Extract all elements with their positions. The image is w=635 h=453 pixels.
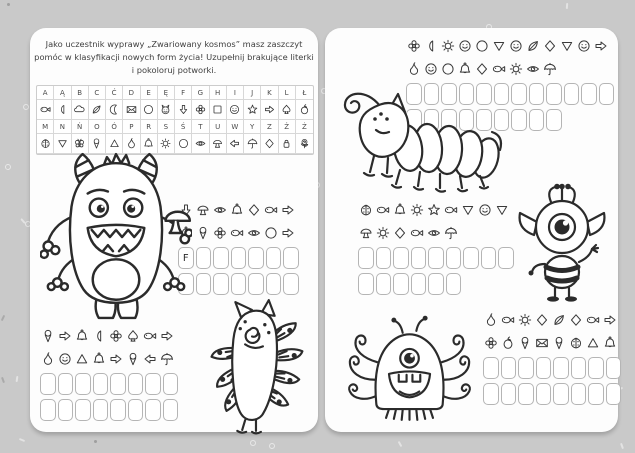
mushroom-icon <box>195 202 211 218</box>
envelope-icon <box>123 100 140 120</box>
diamond-icon <box>542 38 558 54</box>
answer-box[interactable] <box>564 83 580 105</box>
cipher-letter: H <box>210 86 227 100</box>
cipher-letter: P <box>123 120 140 134</box>
leaf-icon <box>525 38 541 54</box>
answer-box[interactable] <box>606 383 622 405</box>
answer-box[interactable] <box>376 273 392 295</box>
eye-icon <box>525 61 541 77</box>
ice-cream-icon <box>551 335 567 351</box>
confetti-mark <box>5 164 12 171</box>
instructions-line: i pokoloruj potworki. <box>131 65 217 75</box>
answer-row <box>483 383 623 405</box>
cipher-letter: Y <box>244 120 261 134</box>
puzzle-1 <box>178 201 304 299</box>
answer-box[interactable] <box>446 247 462 269</box>
answer-box[interactable] <box>196 273 212 295</box>
confetti-mark <box>1 377 5 383</box>
answer-box[interactable] <box>213 273 229 295</box>
answer-box[interactable] <box>283 273 299 295</box>
cipher-key-table <box>36 85 314 155</box>
instructions-line: pomóc w klasyfikacji nowych form życia! Uzupełnij brakujące literki <box>34 52 314 62</box>
half-circle-icon <box>54 100 71 120</box>
flower-icon <box>212 225 228 241</box>
confetti-mark <box>19 438 25 442</box>
fish-icon <box>585 312 601 328</box>
answer-box[interactable] <box>163 373 179 395</box>
cipher-letter: N <box>54 120 71 134</box>
answer-box[interactable] <box>588 383 604 405</box>
cipher-letter: Z <box>261 120 278 134</box>
spade-icon <box>125 328 141 344</box>
triangle-down-icon <box>559 38 575 54</box>
answer-box[interactable] <box>40 399 56 421</box>
confetti-mark <box>16 376 19 382</box>
mushroom-icon <box>210 134 227 154</box>
symbol-sequence <box>178 224 304 242</box>
cat-face-icon <box>158 100 175 120</box>
answer-box[interactable] <box>529 83 545 105</box>
triangle-up-icon <box>74 351 90 367</box>
answer-box[interactable] <box>501 357 517 379</box>
diamond-icon <box>474 61 490 77</box>
circle-icon <box>474 38 490 54</box>
diamond-icon <box>568 312 584 328</box>
cyclops-bee-monster <box>517 182 607 304</box>
answer-box[interactable] <box>231 247 247 269</box>
symbol-sequence <box>406 60 616 78</box>
answer-row <box>358 273 516 295</box>
smiley-icon <box>508 38 524 54</box>
cipher-letter: U <box>210 120 227 134</box>
answer-box[interactable] <box>110 373 126 395</box>
umbrella-icon <box>443 225 459 241</box>
right-arrow-icon <box>261 100 278 120</box>
answer-box[interactable] <box>376 247 392 269</box>
answer-row <box>358 247 516 269</box>
fish-icon <box>491 61 507 77</box>
answer-row <box>40 373 184 395</box>
answer-box[interactable] <box>411 247 427 269</box>
right-arrow-icon <box>602 312 618 328</box>
answer-box[interactable] <box>283 247 299 269</box>
cipher-letter: C <box>89 86 106 100</box>
right-arrow-icon <box>57 328 73 344</box>
puzzle-4 <box>358 201 516 299</box>
smiley-icon <box>423 61 439 77</box>
apple-icon <box>296 100 313 120</box>
umbrella-icon <box>159 351 175 367</box>
answer-box[interactable] <box>110 399 126 421</box>
symbol-sequence <box>483 334 623 352</box>
right-arrow-icon <box>593 38 609 54</box>
cipher-letter: R <box>141 120 158 134</box>
pear-icon <box>406 61 422 77</box>
cipher-letter: I <box>227 86 244 100</box>
answer-box[interactable] <box>483 383 499 405</box>
smiley-icon <box>576 38 592 54</box>
fish-icon <box>229 225 245 241</box>
answer-box[interactable] <box>40 373 56 395</box>
triangle-down-icon <box>491 38 507 54</box>
answer-row <box>40 399 184 421</box>
down-arrow-icon <box>175 100 192 120</box>
cipher-letter: S <box>158 120 175 134</box>
cipher-letter: J <box>244 86 261 100</box>
fish-icon <box>263 202 279 218</box>
confetti-mark <box>268 442 276 450</box>
triangle-up-icon <box>585 335 601 351</box>
cloud-icon <box>72 100 89 120</box>
cipher-letter: Ń <box>72 120 89 134</box>
flower-icon <box>406 38 422 54</box>
answer-box[interactable] <box>93 373 109 395</box>
answer-box[interactable] <box>571 357 587 379</box>
symbol-sequence <box>358 224 516 242</box>
answer-box[interactable] <box>75 399 91 421</box>
cipher-letter: G <box>192 86 209 100</box>
instructions-text <box>34 38 314 77</box>
left-arrow-icon <box>227 134 244 154</box>
eye-icon <box>426 225 442 241</box>
answer-row <box>178 247 304 269</box>
symbol-sequence <box>40 350 184 368</box>
ice-cream-icon <box>125 351 141 367</box>
answer-box[interactable] <box>446 273 462 295</box>
answer-box[interactable] <box>266 247 282 269</box>
diamond-icon <box>261 134 278 154</box>
confetti-mark <box>94 440 97 443</box>
smiley-icon <box>457 38 473 54</box>
eye-icon <box>246 225 262 241</box>
bell-icon <box>229 202 245 218</box>
cat-feather-monster <box>196 296 314 436</box>
answer-box[interactable] <box>393 273 409 295</box>
puzzle-5 <box>483 311 623 409</box>
confetti-mark <box>1 315 5 321</box>
ice-cream-icon <box>517 335 533 351</box>
cipher-letter: E <box>141 86 158 100</box>
bell-icon <box>457 61 473 77</box>
answer-box[interactable] <box>128 399 144 421</box>
half-circle-icon <box>91 328 107 344</box>
answer-box[interactable] <box>358 247 374 269</box>
curly-tentacle-monster <box>344 306 476 432</box>
fish-icon <box>500 312 516 328</box>
answer-box[interactable] <box>483 357 499 379</box>
answer-box[interactable] <box>463 247 479 269</box>
answer-box[interactable] <box>553 357 569 379</box>
right-arrow-icon <box>108 351 124 367</box>
answer-box[interactable] <box>518 383 534 405</box>
circle-icon <box>141 100 158 120</box>
answer-box[interactable] <box>393 247 409 269</box>
fish-icon <box>142 328 158 344</box>
answer-box[interactable] <box>501 383 517 405</box>
cipher-letter: L <box>279 86 296 100</box>
right-arrow-icon <box>280 202 296 218</box>
left-arrow-icon <box>142 351 158 367</box>
answer-box[interactable] <box>571 383 587 405</box>
circle-icon <box>440 61 456 77</box>
flower-icon <box>192 100 209 120</box>
answer-box[interactable] <box>145 399 161 421</box>
sun-icon <box>440 38 456 54</box>
answer-box[interactable] <box>128 373 144 395</box>
confetti-mark <box>20 218 25 224</box>
answer-box[interactable] <box>358 273 374 295</box>
cipher-letter: Ę <box>158 86 175 100</box>
diamond-icon <box>246 202 262 218</box>
smiley-icon <box>57 351 73 367</box>
leaf-icon <box>551 312 567 328</box>
answer-row <box>483 357 623 379</box>
symbol-sequence <box>483 311 623 329</box>
answer-box[interactable] <box>428 273 444 295</box>
answer-box[interactable] <box>411 273 427 295</box>
bell-icon <box>74 328 90 344</box>
pear-icon <box>483 312 499 328</box>
right-arrow-icon <box>280 225 296 241</box>
bell-icon <box>602 335 618 351</box>
cipher-letter: Ó <box>106 120 123 134</box>
ice-cream-icon <box>40 328 56 344</box>
answer-box[interactable] <box>546 83 562 105</box>
cipher-letter: K <box>261 86 278 100</box>
eye-icon <box>212 202 228 218</box>
diamond-icon <box>392 225 408 241</box>
envelope-icon <box>534 335 550 351</box>
cipher-letter: D <box>123 86 140 100</box>
cipher-letter: F <box>175 86 192 100</box>
answer-box[interactable] <box>93 399 109 421</box>
confetti-mark <box>22 103 30 111</box>
mushroom-icon <box>358 225 374 241</box>
ice-cream-icon <box>195 225 211 241</box>
sun-icon <box>375 225 391 241</box>
smiley-icon <box>227 100 244 120</box>
umbrella-icon <box>244 134 261 154</box>
answer-box[interactable] <box>481 247 497 269</box>
answer-box[interactable] <box>231 273 247 295</box>
fish-icon <box>409 225 425 241</box>
confetti-mark <box>566 3 568 9</box>
star-icon <box>244 100 261 120</box>
answer-box[interactable] <box>58 373 74 395</box>
confetti-mark <box>620 443 624 449</box>
circle-icon <box>263 225 279 241</box>
answer-box[interactable] <box>213 247 229 269</box>
ladybug-icon <box>568 335 584 351</box>
answer-box[interactable] <box>588 357 604 379</box>
answer-box[interactable] <box>75 373 91 395</box>
caterpillar-monster <box>334 86 506 208</box>
umbrella-icon <box>542 61 558 77</box>
answer-box[interactable] <box>498 247 514 269</box>
flower-icon <box>108 328 124 344</box>
answer-box[interactable] <box>511 83 527 105</box>
answer-box[interactable] <box>163 399 179 421</box>
answer-box[interactable] <box>546 109 562 131</box>
instructions-line: Jako uczestnik wyprawy „Zwariowany kosmos” masz zaszczyt <box>45 39 303 49</box>
answer-box[interactable] <box>58 399 74 421</box>
answer-box[interactable] <box>536 357 552 379</box>
answer-box[interactable] <box>248 247 264 269</box>
answer-box[interactable] <box>536 383 552 405</box>
answer-box[interactable] <box>266 273 282 295</box>
confetti-mark <box>7 3 10 6</box>
crescent-moon-icon <box>106 100 123 120</box>
horned-fluffy-monster <box>40 148 192 322</box>
fish-icon <box>37 100 54 120</box>
answer-box[interactable]: F <box>178 247 194 269</box>
cipher-letter: O <box>89 120 106 134</box>
sun-icon <box>517 312 533 328</box>
cipher-letter: A <box>37 86 54 100</box>
padlock-icon <box>279 134 296 154</box>
symbol-sequence <box>406 37 616 55</box>
square-icon <box>210 100 227 120</box>
eye-icon <box>192 134 209 154</box>
answer-box[interactable] <box>553 383 569 405</box>
cipher-letter: Ż <box>296 120 313 134</box>
sun-icon <box>508 61 524 77</box>
answer-box[interactable] <box>248 273 264 295</box>
cipher-letter: T <box>192 120 209 134</box>
answer-box[interactable] <box>529 109 545 131</box>
flower-icon <box>483 335 499 351</box>
leaf-icon <box>89 100 106 120</box>
bell-icon <box>91 351 107 367</box>
symbol-sequence <box>40 327 184 345</box>
confetti-mark <box>398 441 403 447</box>
cipher-letter: W <box>227 120 244 134</box>
symbol-sequence <box>178 201 304 219</box>
diamond-icon <box>534 312 550 328</box>
cipher-letter: B <box>72 86 89 100</box>
answer-box[interactable] <box>196 247 212 269</box>
cipher-letter: M <box>37 120 54 134</box>
cipher-letter: Ź <box>279 120 296 134</box>
answer-box[interactable] <box>145 373 161 395</box>
cipher-letter: Ł <box>296 86 313 100</box>
right-arrow-icon <box>159 328 175 344</box>
cipher-letter: Ś <box>175 120 192 134</box>
answer-box[interactable] <box>511 109 527 131</box>
answer-box[interactable] <box>581 83 597 105</box>
answer-box[interactable] <box>518 357 534 379</box>
cipher-letter: Ą <box>54 86 71 100</box>
answer-box[interactable] <box>606 357 622 379</box>
confetti-mark <box>249 439 257 447</box>
answer-row <box>178 273 304 295</box>
answer-box[interactable] <box>428 247 444 269</box>
cipher-letter: Ć <box>106 86 123 100</box>
rose-icon <box>296 134 313 154</box>
spade-icon <box>279 100 296 120</box>
pear-icon <box>40 351 56 367</box>
puzzle-2 <box>40 327 184 425</box>
half-circle-icon <box>423 38 439 54</box>
apple-icon <box>500 335 516 351</box>
answer-box[interactable] <box>599 83 615 105</box>
